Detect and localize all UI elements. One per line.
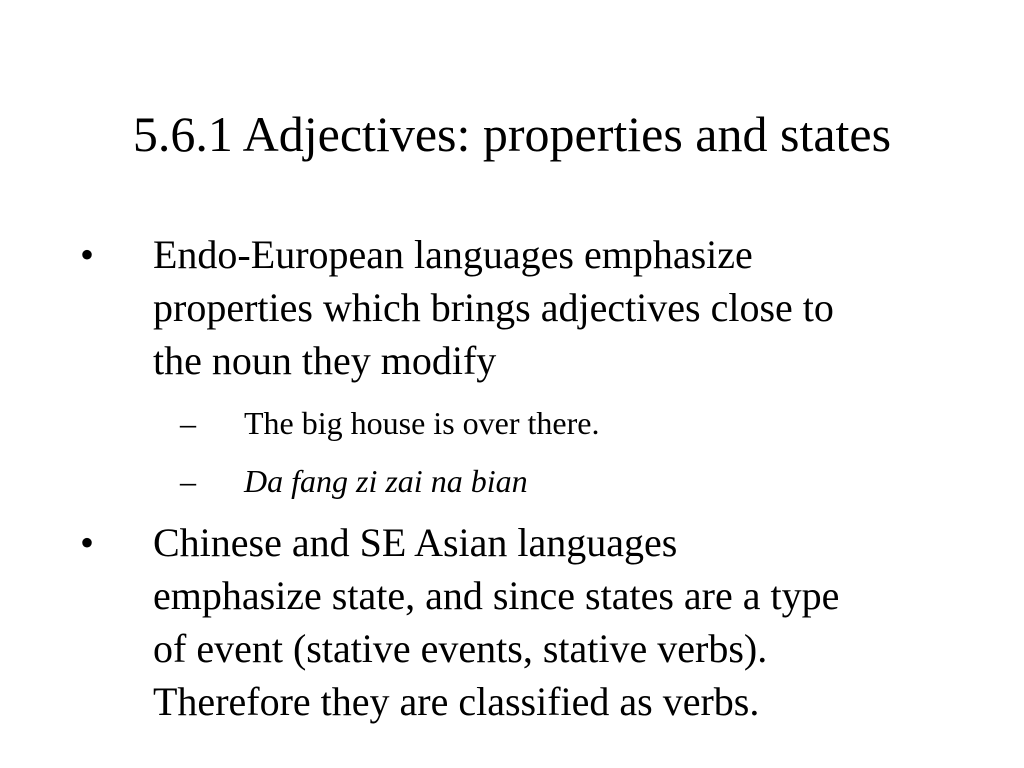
bullet-text-line: emphasize state, and since states are a type xyxy=(153,573,840,618)
bullet-text xyxy=(153,516,953,728)
bullet-text-line: the noun they modify xyxy=(153,338,497,383)
bullet-marker: • xyxy=(80,232,95,277)
bullet-text-line: of event (stative events, stative verbs). xyxy=(153,626,768,671)
sub-bullet-marker: – xyxy=(180,463,196,499)
bullet-text-line: Therefore they are classified as verbs. xyxy=(153,679,760,724)
sub-bullet-text: The big house is over there. xyxy=(244,405,600,441)
sub-bullet-marker: – xyxy=(180,405,196,441)
bullet-text-line: Chinese and SE Asian languages xyxy=(153,520,678,565)
slide-title: 5.6.1 Adjectives: properties and states xyxy=(132,106,892,162)
sub-bullet-text: Da fang zi zai na bian xyxy=(244,463,528,499)
bullet-text-line: properties which brings adjectives close to xyxy=(153,285,834,330)
bullet-marker: • xyxy=(80,520,95,565)
bullet-text-line: Endo-European languages emphasize xyxy=(153,232,753,277)
bullet-text xyxy=(153,228,953,387)
